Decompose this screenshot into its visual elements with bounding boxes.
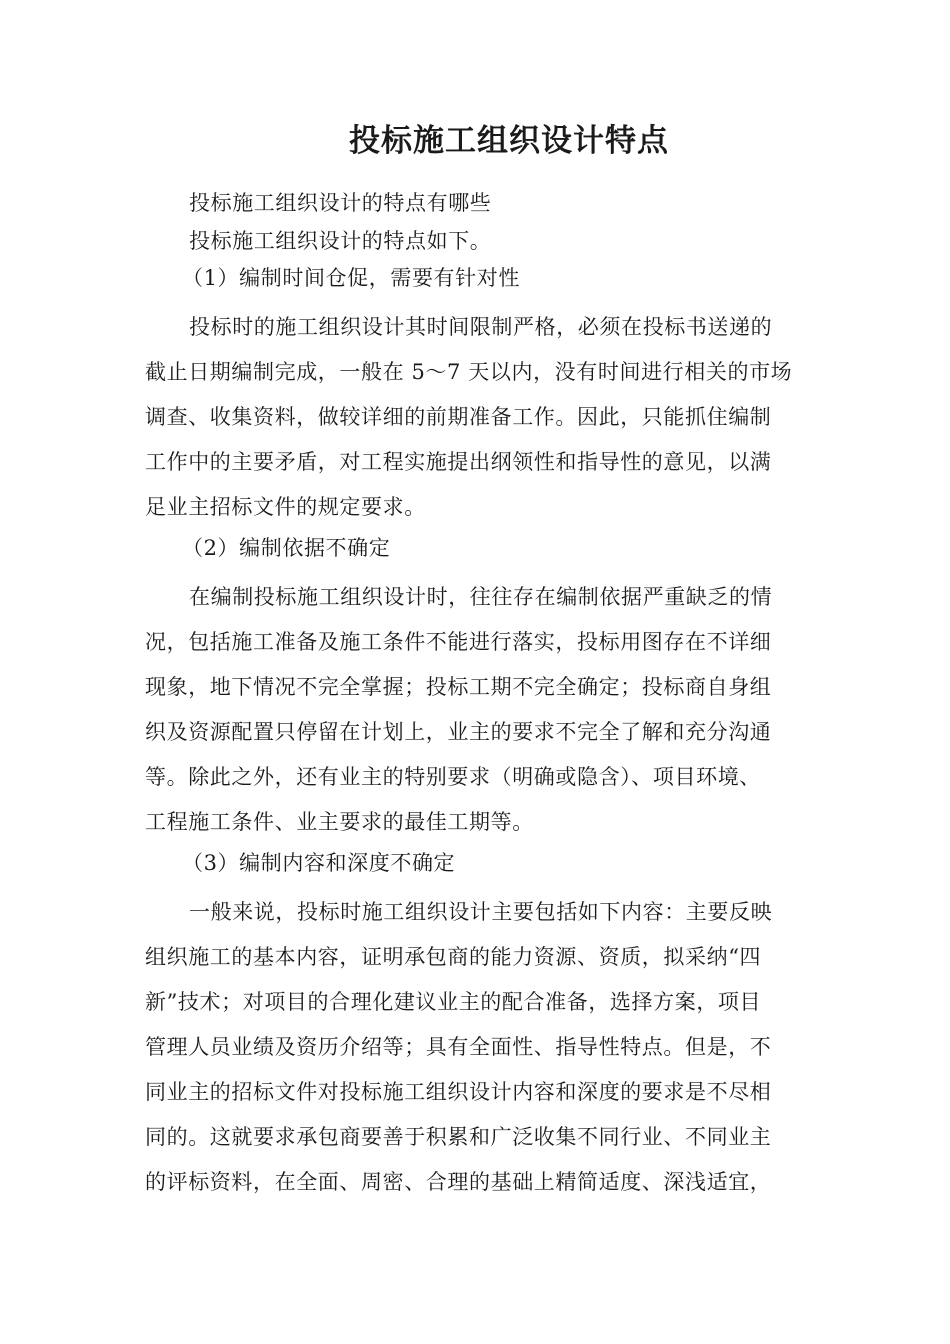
paragraph-line: 管理人员业绩及资历介绍等；具有全面性、指导性特点。但是，不 (145, 1035, 772, 1059)
document-title: 投标施工组织设计特点 (349, 123, 669, 159)
paragraph-line: 组织施工的基本内容，证明承包商的能力资源、资质，拟采纳“四 (145, 945, 762, 969)
paragraph-line: 投标时的施工组织设计其时间限制严格，必须在投标书送递的 (189, 315, 773, 339)
paragraph-line: 等。除此之外，还有业主的特别要求（明确或隐含）、项目环境、 (145, 765, 761, 789)
paragraph-line: 一般来说，投标时施工组织设计主要包括如下内容：主要反映 (189, 900, 773, 924)
paragraph-line: 工作中的主要矛盾，对工程实施提出纲领性和指导性的意见，以满 (145, 450, 772, 474)
section-heading-1: （1）编制时间仓促，需要有针对性 (182, 266, 520, 290)
paragraph-line: 现象，地下情况不完全掌握；投标工期不完全确定；投标商自身组 (145, 675, 772, 699)
paragraph-line: 工程施工条件、业主要求的最佳工期等。 (145, 810, 534, 834)
paragraph-line: 同的。这就要求承包商要善于积累和广泛收集不同行业、不同业主 (145, 1125, 772, 1149)
intro-question: 投标施工组织设计的特点有哪些 (189, 191, 492, 215)
paragraph-line: 新”技术；对项目的合理化建议业主的配合准备，选择方案，项目 (145, 990, 762, 1014)
section-3-paragraph (145, 890, 805, 1205)
document-body (145, 184, 805, 1205)
section-2-paragraph (145, 575, 805, 845)
paragraph-line: 的评标资料，在全面、周密、合理的基础上精简适度、深浅适宜， (145, 1170, 772, 1194)
paragraph-line: 况，包括施工准备及施工条件不能进行落实，投标用图存在不详细 (145, 630, 772, 654)
intro-answer: 投标施工组织设计的特点如下。 (189, 229, 492, 253)
section-heading-3: （3）编制内容和深度不确定 (182, 851, 456, 875)
paragraph-line: 调查、收集资料，做较详细的前期准备工作。因此，只能抓住编制 (145, 405, 772, 429)
paragraph-line: 截止日期编制完成，一般在 5～7 天以内，没有时间进行相关的市场 (145, 360, 793, 384)
paragraph-line: 织及资源配置只停留在计划上，业主的要求不完全了解和充分沟通 (145, 720, 772, 744)
paragraph-line: 同业主的招标文件对投标施工组织设计内容和深度的要求是不尽相 (145, 1080, 772, 1104)
section-heading-2: （2）编制依据不确定 (182, 536, 391, 560)
section-1-paragraph (145, 305, 805, 530)
paragraph-line: 在编制投标施工组织设计时，往往存在编制依据严重缺乏的情 (189, 585, 773, 609)
paragraph-line: 足业主招标文件的规定要求。 (145, 495, 426, 519)
